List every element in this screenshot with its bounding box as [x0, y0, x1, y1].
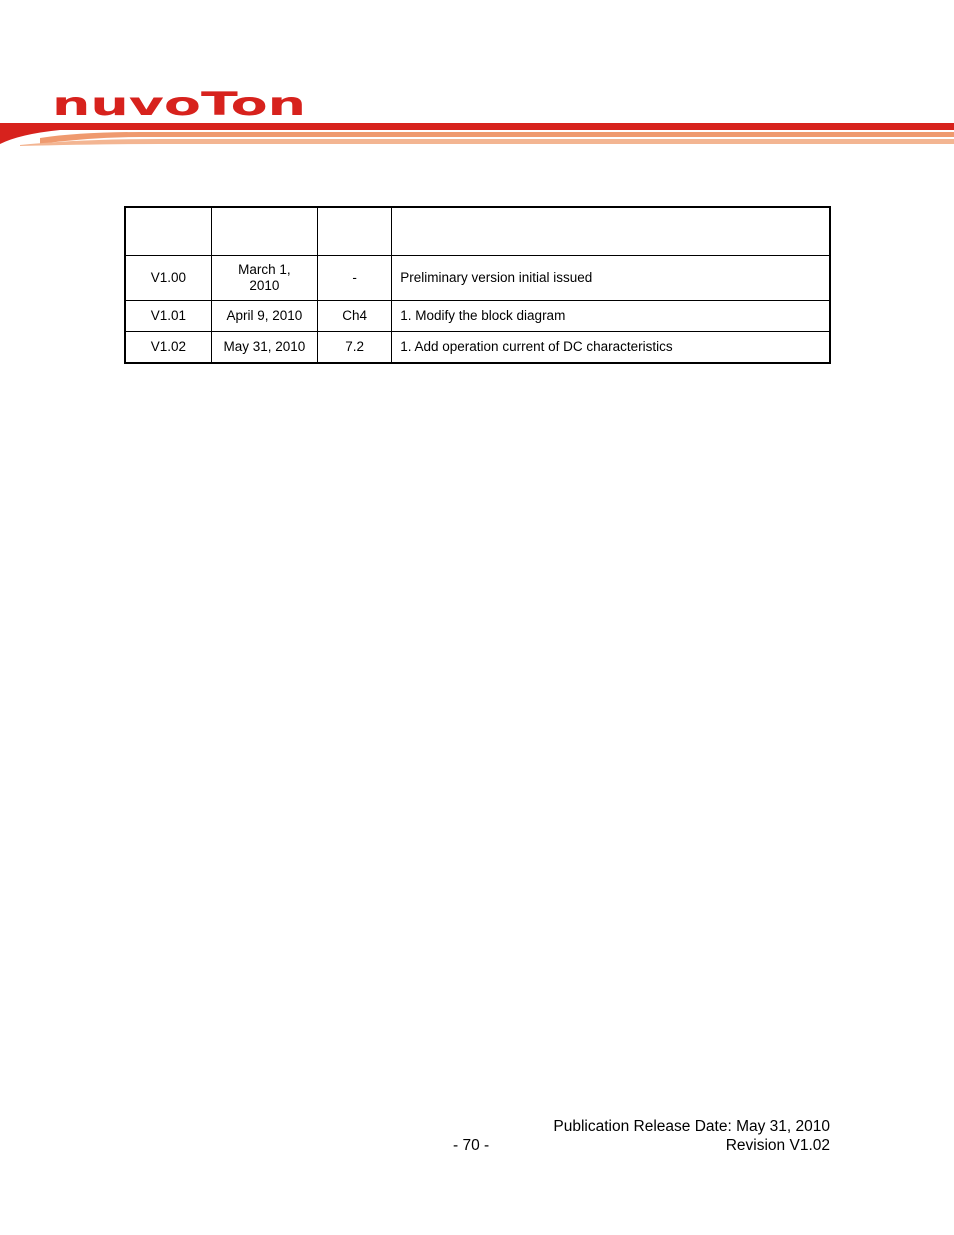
row-version: V1.01	[125, 301, 211, 332]
row-version: V1.00	[125, 256, 211, 301]
header-cell-version	[125, 207, 211, 256]
header-cell-date	[211, 207, 317, 256]
nuvoton-logo	[52, 90, 308, 120]
row-section: -	[318, 256, 392, 301]
table-row	[125, 301, 830, 332]
header-banner	[0, 118, 954, 148]
header-cell-description	[392, 207, 830, 256]
row-description: 1. Add operation current of DC characteristics	[392, 332, 830, 364]
svg-text:nuvoTon: nuvoTon	[52, 90, 306, 120]
header-cell-section	[318, 207, 392, 256]
row-date: March 1, 2010	[211, 256, 317, 301]
document-revision: Revision V1.02	[725, 1137, 830, 1154]
publication-date: Publication Release Date: May 31, 2010	[553, 1118, 830, 1135]
row-date: May 31, 2010	[211, 332, 317, 364]
table-header-row	[125, 207, 830, 256]
revision-history-table	[124, 206, 831, 364]
row-description: 1. Modify the block diagram	[392, 301, 830, 332]
row-version: V1.02	[125, 332, 211, 364]
row-date: April 9, 2010	[211, 301, 317, 332]
row-description: Preliminary version initial issued	[392, 256, 830, 301]
table-row	[125, 332, 830, 364]
row-section: Ch4	[318, 301, 392, 332]
table-row	[125, 256, 830, 301]
page-number: - 70 -	[453, 1137, 490, 1154]
row-section: 7.2	[318, 332, 392, 364]
